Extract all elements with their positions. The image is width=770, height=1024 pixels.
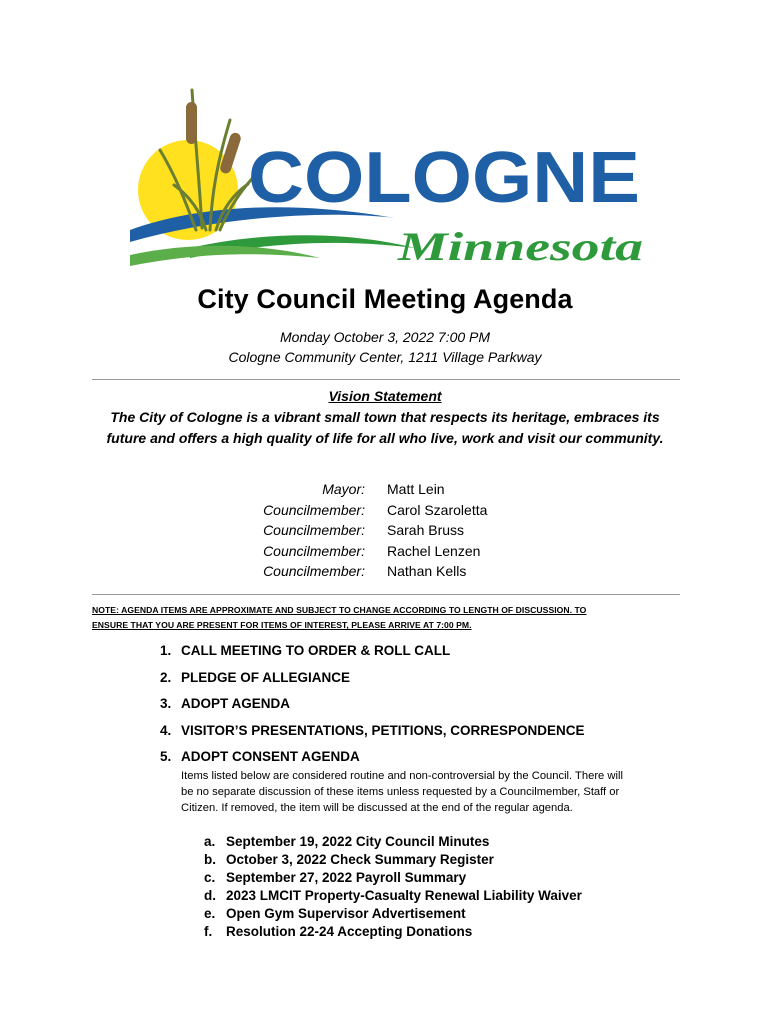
consent-item-label: Resolution 22-24 Accepting Donations — [226, 924, 473, 939]
agenda-item-number: 1. — [160, 643, 172, 658]
consent-item-label: Open Gym Supervisor Advertisement — [226, 906, 466, 921]
consent-item-letter: e. — [204, 906, 216, 921]
vision-statement: The City of Cologne is a vibrant small town that respects its heritage, embraces its future and offers a high quality of life for all who live, work and visit our community. — [106, 409, 664, 446]
agenda-note — [92, 603, 692, 633]
agenda-item — [160, 723, 700, 750]
council-name: Matt Lein — [387, 481, 445, 497]
agenda-item-number: 4. — [160, 722, 172, 738]
council-name: Rachel Lenzen — [387, 542, 481, 559]
divider-bottom — [92, 594, 680, 595]
council-role: Councilmember: — [263, 501, 365, 518]
agenda-item-label: ADOPT CONSENT AGENDA — [181, 749, 360, 764]
consent-item — [204, 888, 684, 906]
council-role: Councilmember: — [263, 522, 365, 538]
consent-item — [204, 852, 684, 870]
agenda-list — [160, 643, 700, 776]
consent-item-label: September 19, 2022 City Council Minutes — [226, 834, 490, 849]
consent-item-letter: c. — [204, 870, 216, 885]
council-name: Carol Szaroletta — [387, 501, 488, 518]
consent-item-letter: d. — [204, 888, 216, 903]
agenda-item-label: ADOPT AGENDA — [181, 696, 291, 711]
water-green-swoosh-2 — [130, 246, 320, 266]
consent-item-label: September 27, 2022 Payroll Summary — [226, 870, 467, 885]
agenda-item-label: PLEDGE OF ALLEGIANCE — [181, 669, 351, 685]
page-title: City Council Meeting Agenda — [197, 284, 573, 314]
agenda-item — [160, 643, 700, 670]
agenda-item-number: 3. — [160, 696, 172, 711]
agenda-note-line: ENSURE THAT YOU ARE PRESENT FOR ITEMS OF INTEREST, PLEASE ARRIVE AT 7:00 PM. — [92, 620, 472, 630]
logo-wordmark: COLOGNE — [248, 138, 640, 218]
consent-description-line: Citizen. If removed, the item will be discussed at the end of the regular agenda. — [181, 802, 573, 814]
agenda-item-label: VISITOR’S PRESENTATIONS, PETITIONS, CORRESPONDENCE — [181, 722, 585, 738]
consent-item — [204, 834, 684, 852]
council-row — [200, 481, 600, 502]
council-role: Councilmember: — [263, 542, 365, 559]
agenda-item-label: CALL MEETING TO ORDER & ROLL CALL — [181, 643, 451, 658]
consent-item-letter: f. — [204, 924, 213, 939]
council-name: Sarah Bruss — [387, 522, 465, 538]
consent-items — [204, 834, 684, 942]
agenda-note-line: NOTE: AGENDA ITEMS ARE APPROXIMATE AND SUBJECT TO CHANGE ACCORDING TO LENGTH OF DISCUSSION. TO — [92, 605, 587, 615]
council-role: Mayor: — [322, 481, 365, 497]
meeting-date: Monday October 3, 2022 7:00 PM — [279, 329, 491, 345]
council-row — [200, 543, 600, 564]
agenda-item-number: 2. — [160, 669, 172, 685]
agenda-item-number: 5. — [160, 749, 172, 764]
meeting-location: Cologne Community Center, 1211 Village Parkway — [228, 349, 542, 365]
consent-item — [204, 906, 684, 924]
cologne-logo — [130, 80, 650, 270]
council-role: Councilmember: — [263, 563, 365, 579]
divider-top — [92, 379, 680, 380]
consent-item-label: October 3, 2022 Check Summary Register — [226, 852, 494, 867]
agenda-item — [160, 696, 700, 723]
consent-item-letter: b. — [204, 852, 216, 867]
logo-subword: Minnesota — [396, 224, 643, 269]
council-roster — [200, 481, 600, 584]
consent-item-label: 2023 LMCIT Property-Casualty Renewal Liability Waiver — [226, 888, 582, 903]
consent-item — [204, 924, 684, 942]
vision-heading: Vision Statement — [328, 388, 442, 404]
consent-item — [204, 870, 684, 888]
agenda-item — [160, 670, 700, 697]
consent-description-line: Items listed below are considered routine and non-controversial by the Council. There will — [181, 770, 623, 782]
consent-description-line: be no separate discussion of these items unless requested by a Councilmember, Staff or — [181, 786, 620, 798]
council-row — [200, 502, 600, 523]
council-row — [200, 522, 600, 543]
consent-description — [181, 768, 696, 816]
council-name: Nathan Kells — [387, 563, 467, 579]
council-row — [200, 563, 600, 584]
consent-item-letter: a. — [204, 834, 216, 849]
